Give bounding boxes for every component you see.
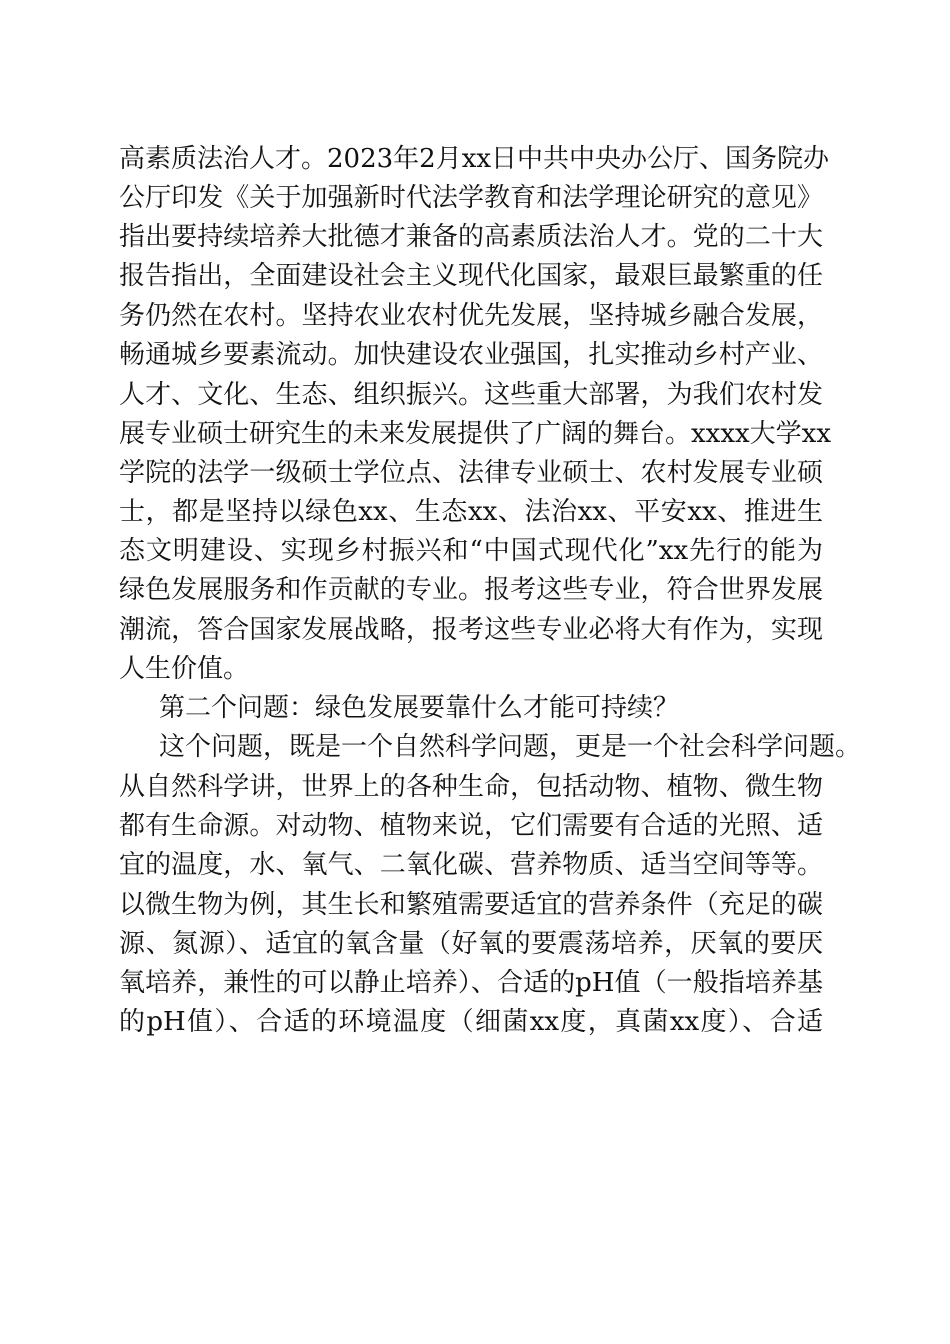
paragraph-line: 人才、文化、生态、组织振兴。这些重大部署，为我们农村发: [119, 380, 823, 410]
paragraph-line: 人生价值。: [119, 654, 250, 684]
paragraph-line: 这个问题，既是一个自然科学问题，更是一个社会科学问题。: [159, 732, 862, 762]
paragraph-line: 高素质法治人才。2023年2月xx日中共中央办公厅、国务院办: [119, 144, 830, 174]
paragraph-line: 公厅印发《关于加强新时代法学教育和法学理论研究的意见》: [119, 183, 823, 213]
paragraph-line: 绿色发展服务和作贡献的专业。报考这些专业，符合世界发展: [119, 575, 823, 605]
paragraph-line: 报告指出，全面建设社会主义现代化国家，最艰巨最繁重的任: [119, 261, 823, 291]
paragraph-line: 宜的温度，水、氧气、二氧化碳、营养物质、适当空间等等。: [119, 850, 823, 880]
section-heading: 第二个问题：绿色发展要靠什么才能可持续？: [159, 693, 680, 723]
paragraph-line: 潮流，答合国家发展战略，报考这些专业必将大有作为，实现: [119, 615, 823, 645]
paragraph-line: 都有生命源。对动物、植物来说，它们需要有合适的光照、适: [119, 811, 823, 841]
paragraph-line: 氧培养，兼性的可以静止培养）、合适的pH值（一般指培养基: [119, 968, 823, 998]
paragraph-line: 从自然科学讲，世界上的各种生命，包括动物、植物、微生物: [119, 772, 823, 802]
paragraph-line: 畅通城乡要素流动。加快建设农业强国，扎实推动乡村产业、: [119, 340, 823, 370]
paragraph-line: 态文明建设、实现乡村振兴和“中国式现代化”xx先行的能为: [119, 536, 823, 566]
paragraph-line: 以微生物为例，其生长和繁殖需要适宜的营养条件（充足的碳: [119, 890, 823, 920]
paragraph-line: 学院的法学一级硕士学位点、法律专业硕士、农村发展专业硕: [119, 458, 823, 488]
paragraph-line: 的pH值）、合适的环境温度（细菌xx度，真菌xx度）、合适: [119, 1007, 823, 1037]
paragraph-line: 源、氮源）、适宜的氧含量（好氧的要震荡培养，厌氧的要厌: [119, 929, 823, 959]
paragraph-line: 指出要持续培养大批德才兼备的高素质法治人才。党的二十大: [119, 222, 823, 252]
paragraph-line: 士，都是坚持以绿色xx、生态xx、法治xx、平安xx、推进生: [119, 497, 823, 527]
paragraph-line: 展专业硕士研究生的未来发展提供了广阔的舞台。xxxx大学xx: [119, 419, 831, 449]
paragraph-line: 务仍然在农村。坚持农业农村优先发展，坚持城乡融合发展，: [119, 301, 823, 331]
